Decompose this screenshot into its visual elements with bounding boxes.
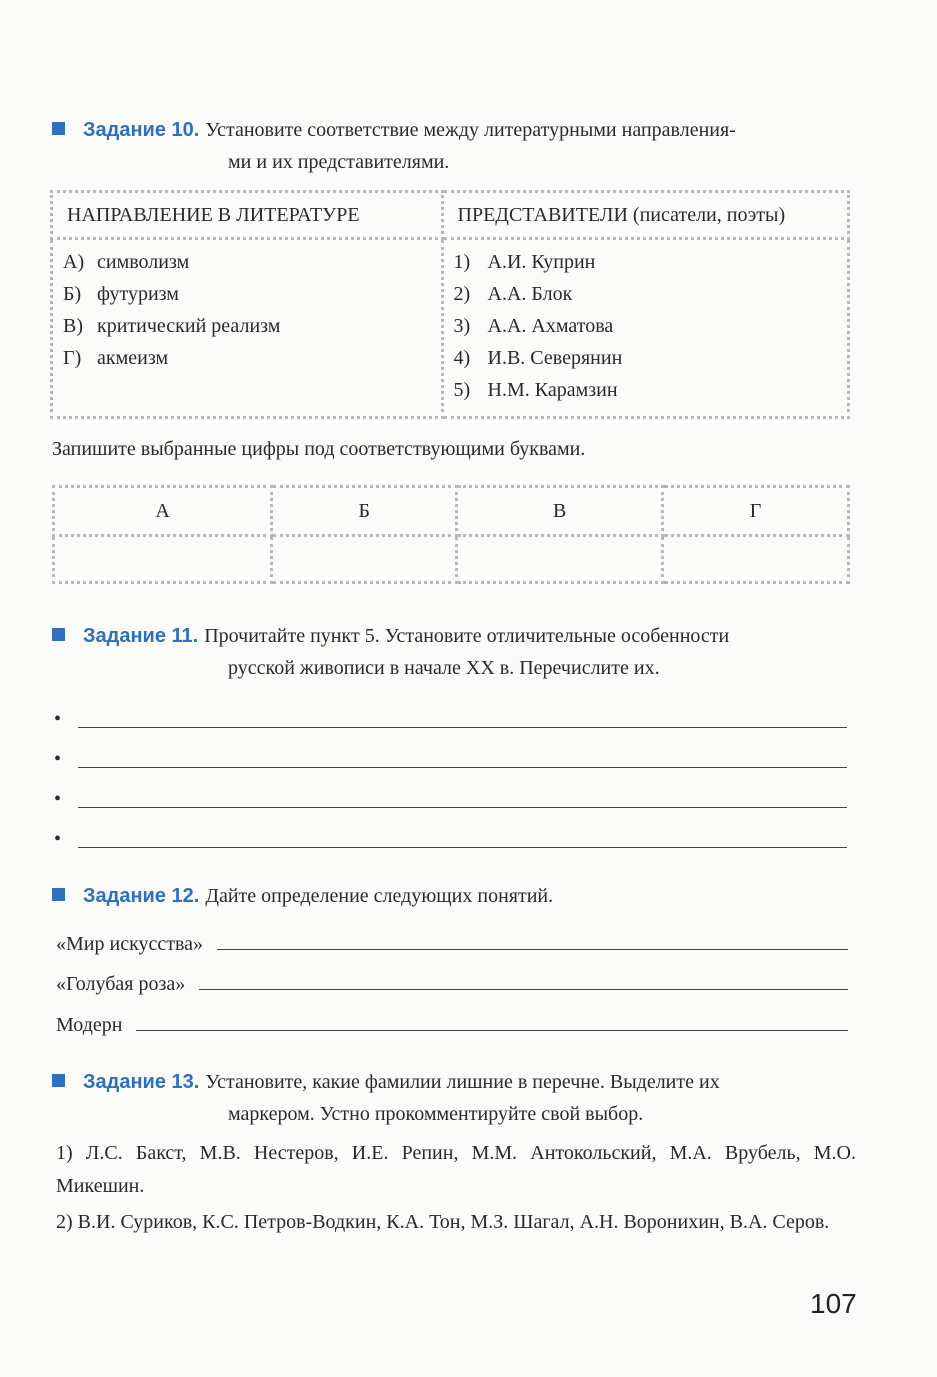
direction-item: Б) футуризм bbox=[63, 283, 179, 305]
task-13-text-2: маркером. Устно прокомментируйте свой выбор. bbox=[228, 1103, 644, 1125]
names-list-2: 2) В.И. Суриков, К.С. Петров-Водкин, К.А. Тон, М.З. Шагал, А.Н. Воронихин, В.А. Серов. bbox=[56, 1211, 830, 1233]
task-10-label: Задание 10. bbox=[83, 119, 200, 141]
task-11-label: Задание 11. bbox=[83, 625, 199, 647]
answer-cell-v[interactable] bbox=[457, 536, 663, 583]
page-number: 107 bbox=[810, 1288, 857, 1319]
answer-header-v: В bbox=[457, 487, 663, 536]
bullet-icon: • bbox=[54, 748, 62, 770]
term-modern: Модерн bbox=[56, 1014, 123, 1036]
direction-item: А) символизм bbox=[63, 251, 190, 273]
answer-line[interactable] bbox=[52, 700, 847, 740]
task-11-heading bbox=[52, 620, 857, 684]
task-marker-icon bbox=[52, 628, 65, 641]
bullet-icon: • bbox=[54, 828, 62, 850]
term-golubaya-roza: «Голубая роза» bbox=[56, 973, 186, 995]
representative-item: 3) А.А. Ахматова bbox=[453, 315, 614, 337]
task-marker-icon bbox=[52, 1074, 65, 1087]
answer-cell-g[interactable] bbox=[663, 536, 849, 583]
task-13-label: Задание 13. bbox=[83, 1071, 200, 1093]
col-header-directions: НАПРАВЛЕНИЕ В ЛИТЕРАТУРЕ bbox=[52, 192, 443, 239]
representative-item: 2) А.А. Блок bbox=[453, 283, 573, 305]
task-11-text-1: Прочитайте пункт 5. Установите отличительные особенности bbox=[204, 625, 730, 647]
definition-row bbox=[56, 964, 848, 996]
answer-line[interactable] bbox=[52, 740, 847, 780]
col-header-representatives: ПРЕДСТАВИТЕЛИ (писатели, поэты) bbox=[442, 192, 848, 239]
direction-item: Г) акмеизм bbox=[63, 347, 169, 369]
representatives-cell bbox=[442, 239, 848, 418]
definition-row bbox=[56, 924, 848, 956]
answer-lines bbox=[52, 700, 847, 860]
answer-cell-b[interactable] bbox=[272, 536, 457, 583]
task-12-text-1: Дайте определение следующих понятий. bbox=[205, 885, 554, 907]
task-12-label: Задание 12. bbox=[83, 885, 200, 907]
answer-line[interactable] bbox=[52, 780, 847, 820]
matching-table bbox=[50, 190, 850, 419]
definition-line[interactable] bbox=[136, 1030, 848, 1031]
answer-header-b: Б bbox=[272, 487, 457, 536]
directions-cell bbox=[52, 239, 443, 418]
names-list-1: 1) Л.С. Бакст, М.В. Нестеров, И.Е. Репин, М.М. Антокольский, М.А. Врубель, М.О. Микешин. bbox=[56, 1142, 856, 1197]
direction-item: В) критический реализм bbox=[63, 315, 281, 337]
task-10-text-2: ми и их представителями. bbox=[228, 151, 450, 173]
task-11-text-2: русской живописи в начале XX в. Перечислите их. bbox=[228, 657, 660, 679]
representative-item: 5) Н.М. Карамзин bbox=[453, 379, 618, 401]
answer-header-g: Г bbox=[663, 487, 849, 536]
bullet-icon: • bbox=[54, 708, 62, 730]
representative-item: 4) И.В. Северянин bbox=[453, 347, 623, 369]
task-10-text-1: Установите соответствие между литературными направления- bbox=[205, 119, 736, 141]
task-marker-icon bbox=[52, 122, 65, 135]
answer-instruction: Запишите выбранные цифры под соответствующими буквами. bbox=[52, 438, 586, 460]
bullet-icon: • bbox=[54, 788, 62, 810]
answer-header-a: А bbox=[54, 487, 272, 536]
task-10-heading bbox=[52, 114, 857, 178]
task-12-heading bbox=[52, 880, 857, 912]
term-mir-iskusstva: «Мир искусства» bbox=[56, 933, 204, 955]
representative-item: 1) А.И. Куприн bbox=[453, 251, 596, 273]
answer-cell-a[interactable] bbox=[54, 536, 272, 583]
task-13-text-1: Установите, какие фамилии лишние в перечне. Выделите их bbox=[205, 1071, 720, 1093]
answer-line[interactable] bbox=[52, 820, 847, 860]
definition-line[interactable] bbox=[199, 989, 848, 990]
task-13-heading bbox=[52, 1066, 857, 1130]
definition-line[interactable] bbox=[217, 949, 848, 950]
answer-table bbox=[52, 485, 850, 584]
definition-row bbox=[56, 1005, 848, 1037]
task-marker-icon bbox=[52, 888, 65, 901]
